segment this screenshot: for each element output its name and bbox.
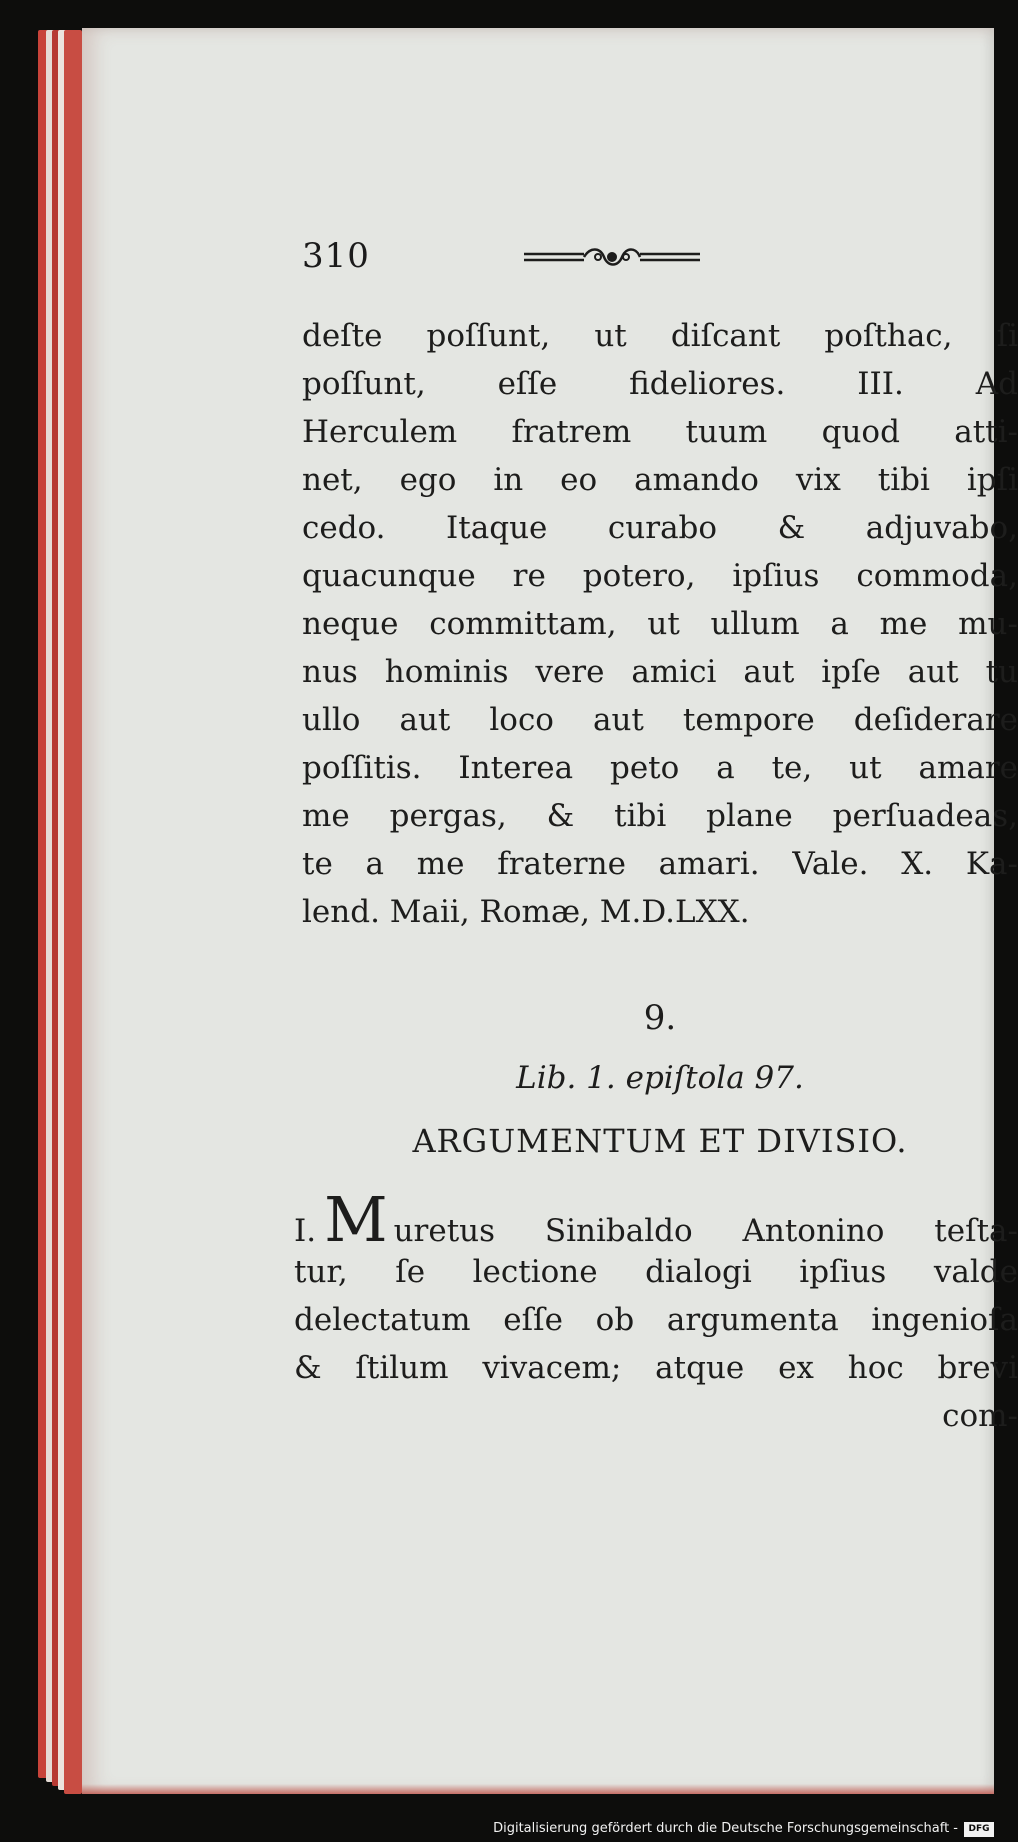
page-edge xyxy=(64,30,82,1794)
text-line: quacunque re potero, ipſius commoda, xyxy=(302,558,1018,594)
text-line: cedo. Itaque curabo & adjuvabo, xyxy=(302,510,1018,546)
section-reference: Lib. 1. epiſtola 97. xyxy=(516,1060,804,1096)
text-line: te a me fraterne amari. Vale. X. Ka- xyxy=(302,846,1018,882)
text-line: neque committam, ut ullum a me mu- xyxy=(302,606,1018,642)
text-line: deſte poſſunt, ut diſcant poſthac, ſi xyxy=(302,318,1018,354)
text-line: nus hominis vere amici aut ipſe aut tu xyxy=(302,654,1018,690)
credit-text: Digitalisierung gefördert durch die Deutsche Forschungsgemeinschaft - xyxy=(493,1821,958,1836)
section-number: 9. xyxy=(643,998,677,1038)
text-line: tur, ſe lectione dialogi ipſius valde xyxy=(294,1254,1018,1290)
argument-numeral: I. xyxy=(294,1213,317,1249)
text-line: delectatum eſſe ob argumenta ingenioſa xyxy=(294,1302,1018,1338)
letter-text xyxy=(302,312,1018,936)
argument-first-line xyxy=(294,1183,1018,1256)
drop-cap: M xyxy=(324,1183,388,1256)
text-line: Herculem fratrem tuum quod atti- xyxy=(302,414,1018,450)
text-line: me pergas, & tibi plane perſuadeas, xyxy=(302,798,1018,834)
page-number: 310 xyxy=(302,236,370,276)
digitization-credit xyxy=(493,1818,994,1840)
text-line: ullo aut loco aut tempore deſiderare xyxy=(302,702,1018,738)
argument-text xyxy=(294,1183,1018,1440)
text-line: uretus Sinibaldo Antonino teſta- xyxy=(393,1213,1018,1249)
dfg-logo-icon: DFG xyxy=(964,1822,994,1837)
ornamental-rule-icon xyxy=(522,244,702,272)
book-page xyxy=(82,28,1018,1794)
text-line: poſſunt, eſſe fideliores. III. Ad xyxy=(302,366,1018,402)
catchword: com- xyxy=(942,1398,1018,1434)
text-line: net, ego in eo amando vix tibi ipſi xyxy=(302,462,1018,498)
running-head xyxy=(302,228,902,288)
section-heading: ARGUMENTUM ET DIVISIO. xyxy=(412,1122,908,1160)
text-line: & ſtilum vivacem; atque ex hoc brevi xyxy=(294,1350,1018,1386)
text-line: lend. Maii, Romæ, M.D.LXX. xyxy=(302,894,750,930)
text-line: poſſitis. Interea peto a te, ut amare xyxy=(302,750,1018,786)
